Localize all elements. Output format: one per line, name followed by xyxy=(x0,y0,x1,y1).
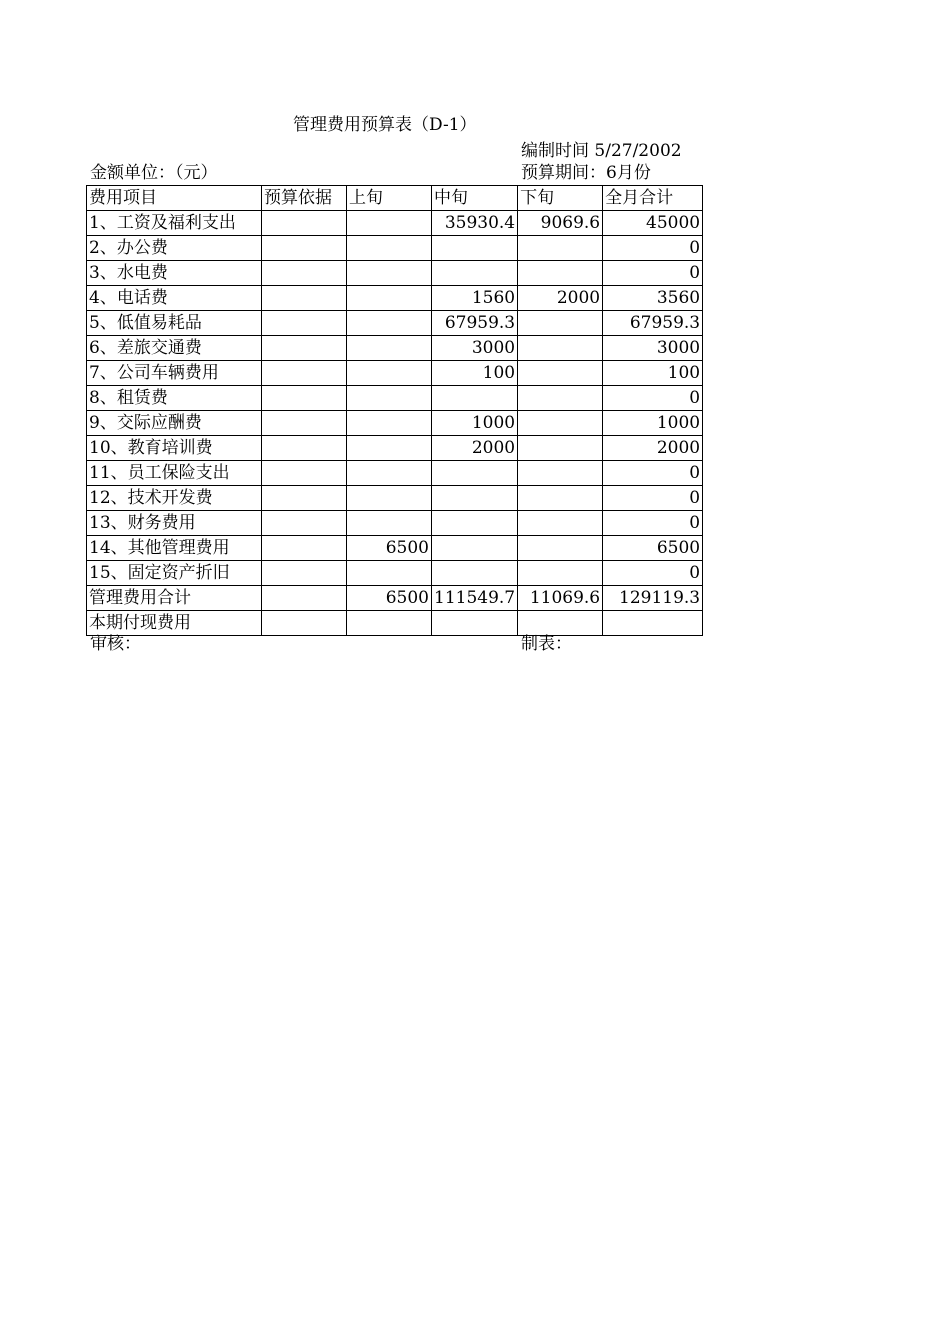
table-row xyxy=(87,561,703,586)
amount-cell xyxy=(347,511,432,536)
expense-item-cell: 9、交际应酬费 xyxy=(87,411,262,436)
amount-cell xyxy=(518,411,603,436)
amount-cell xyxy=(518,386,603,411)
amount-cell xyxy=(262,486,347,511)
amount-cell xyxy=(262,611,347,636)
column-header: 上旬 xyxy=(347,186,432,211)
compile-date-value: 5/27/2002 xyxy=(594,141,682,161)
amount-cell xyxy=(347,286,432,311)
expense-item-cell: 2、办公费 xyxy=(87,236,262,261)
amount-cell: 3000 xyxy=(432,336,518,361)
amount-cell xyxy=(518,261,603,286)
amount-cell xyxy=(518,611,603,636)
amount-cell: 1560 xyxy=(432,286,518,311)
amount-cell xyxy=(347,411,432,436)
column-header: 预算依据 xyxy=(262,186,347,211)
amount-cell xyxy=(518,561,603,586)
expense-item-cell: 12、技术开发费 xyxy=(87,486,262,511)
compile-date-label: 编制时间 xyxy=(521,141,589,161)
expense-item-cell: 本期付现费用 xyxy=(87,611,262,636)
table-row xyxy=(87,411,703,436)
table-row xyxy=(87,211,703,236)
amount-cell xyxy=(432,386,518,411)
amount-cell: 6500 xyxy=(603,536,703,561)
expense-item-cell: 5、低值易耗品 xyxy=(87,311,262,336)
amount-cell: 100 xyxy=(603,361,703,386)
amount-cell: 35930.4 xyxy=(432,211,518,236)
expense-item-cell: 13、财务费用 xyxy=(87,511,262,536)
amount-cell: 11069.6 xyxy=(518,586,603,611)
table-row xyxy=(87,436,703,461)
amount-cell: 1000 xyxy=(432,411,518,436)
table-row xyxy=(87,236,703,261)
table-row xyxy=(87,311,703,336)
amount-cell xyxy=(518,236,603,261)
report-title: 管理费用预算表（D-1） xyxy=(293,115,477,135)
table-row xyxy=(87,461,703,486)
amount-cell xyxy=(262,586,347,611)
amount-cell xyxy=(347,461,432,486)
amount-cell: 1000 xyxy=(603,411,703,436)
amount-cell xyxy=(518,336,603,361)
amount-cell xyxy=(262,536,347,561)
table-row xyxy=(87,586,703,611)
expense-item-cell: 14、其他管理费用 xyxy=(87,536,262,561)
amount-cell xyxy=(347,386,432,411)
amount-cell xyxy=(518,361,603,386)
amount-cell xyxy=(347,236,432,261)
amount-cell xyxy=(518,536,603,561)
amount-cell xyxy=(518,486,603,511)
amount-cell xyxy=(347,611,432,636)
expense-item-cell: 6、差旅交通费 xyxy=(87,336,262,361)
budget-period-line xyxy=(521,163,651,183)
expense-item-cell: 1、工资及福利支出 xyxy=(87,211,262,236)
amount-cell xyxy=(347,311,432,336)
amount-cell xyxy=(347,561,432,586)
amount-cell xyxy=(262,261,347,286)
amount-cell: 0 xyxy=(603,486,703,511)
table-row xyxy=(87,336,703,361)
amount-cell xyxy=(262,286,347,311)
column-header: 费用项目 xyxy=(87,186,262,211)
amount-cell xyxy=(432,536,518,561)
amount-cell xyxy=(432,261,518,286)
amount-cell: 2000 xyxy=(518,286,603,311)
amount-cell: 129119.3 xyxy=(603,586,703,611)
amount-cell: 0 xyxy=(603,261,703,286)
amount-cell: 9069.6 xyxy=(518,211,603,236)
amount-cell xyxy=(262,561,347,586)
amount-cell xyxy=(432,461,518,486)
amount-cell xyxy=(603,611,703,636)
amount-cell xyxy=(347,211,432,236)
currency-unit-label: 金额单位：（元） xyxy=(90,163,218,183)
table-row xyxy=(87,286,703,311)
amount-cell: 2000 xyxy=(603,436,703,461)
expense-item-cell: 8、租赁费 xyxy=(87,386,262,411)
amount-cell xyxy=(432,611,518,636)
reviewer-label: 审核： xyxy=(90,634,141,654)
table-row xyxy=(87,486,703,511)
amount-cell xyxy=(262,436,347,461)
amount-cell xyxy=(432,511,518,536)
amount-cell: 0 xyxy=(603,461,703,486)
amount-cell xyxy=(347,261,432,286)
column-header: 中旬 xyxy=(432,186,518,211)
amount-cell: 0 xyxy=(603,511,703,536)
amount-cell: 111549.7 xyxy=(432,586,518,611)
table-row xyxy=(87,511,703,536)
amount-cell xyxy=(432,486,518,511)
amount-cell: 67959.3 xyxy=(603,311,703,336)
amount-cell: 6500 xyxy=(347,586,432,611)
expense-item-cell: 7、公司车辆费用 xyxy=(87,361,262,386)
amount-cell xyxy=(262,361,347,386)
amount-cell xyxy=(347,336,432,361)
expense-item-cell: 4、电话费 xyxy=(87,286,262,311)
expense-item-cell: 10、教育培训费 xyxy=(87,436,262,461)
amount-cell xyxy=(347,486,432,511)
amount-cell: 100 xyxy=(432,361,518,386)
amount-cell xyxy=(262,211,347,236)
expense-item-cell: 15、固定资产折旧 xyxy=(87,561,262,586)
amount-cell xyxy=(432,236,518,261)
table-row xyxy=(87,536,703,561)
amount-cell xyxy=(518,461,603,486)
amount-cell xyxy=(262,386,347,411)
budget-table-body xyxy=(87,211,703,636)
amount-cell xyxy=(518,436,603,461)
amount-cell: 3000 xyxy=(603,336,703,361)
amount-cell xyxy=(262,311,347,336)
amount-cell: 67959.3 xyxy=(432,311,518,336)
table-row xyxy=(87,386,703,411)
amount-cell: 0 xyxy=(603,561,703,586)
amount-cell: 3560 xyxy=(603,286,703,311)
table-row xyxy=(87,261,703,286)
amount-cell xyxy=(262,336,347,361)
amount-cell xyxy=(347,436,432,461)
preparer-label: 制表： xyxy=(521,634,572,654)
amount-cell xyxy=(262,511,347,536)
budget-period-label: 预算期间： xyxy=(521,163,606,183)
column-header: 全月合计 xyxy=(603,186,703,211)
table-row xyxy=(87,361,703,386)
column-header: 下旬 xyxy=(518,186,603,211)
table-header-row xyxy=(87,186,703,211)
expense-item-cell: 11、员工保险支出 xyxy=(87,461,262,486)
amount-cell xyxy=(347,361,432,386)
compile-date-line xyxy=(521,141,682,161)
amount-cell: 2000 xyxy=(432,436,518,461)
amount-cell xyxy=(432,561,518,586)
amount-cell xyxy=(262,411,347,436)
expense-item-cell: 3、水电费 xyxy=(87,261,262,286)
amount-cell xyxy=(518,511,603,536)
amount-cell xyxy=(262,236,347,261)
amount-cell: 0 xyxy=(603,236,703,261)
amount-cell xyxy=(262,461,347,486)
amount-cell xyxy=(518,311,603,336)
table-row xyxy=(87,611,703,636)
amount-cell: 6500 xyxy=(347,536,432,561)
expense-item-cell: 管理费用合计 xyxy=(87,586,262,611)
amount-cell: 45000 xyxy=(603,211,703,236)
budget-table xyxy=(86,185,703,636)
amount-cell: 0 xyxy=(603,386,703,411)
budget-period-value: 6月份 xyxy=(606,163,651,183)
